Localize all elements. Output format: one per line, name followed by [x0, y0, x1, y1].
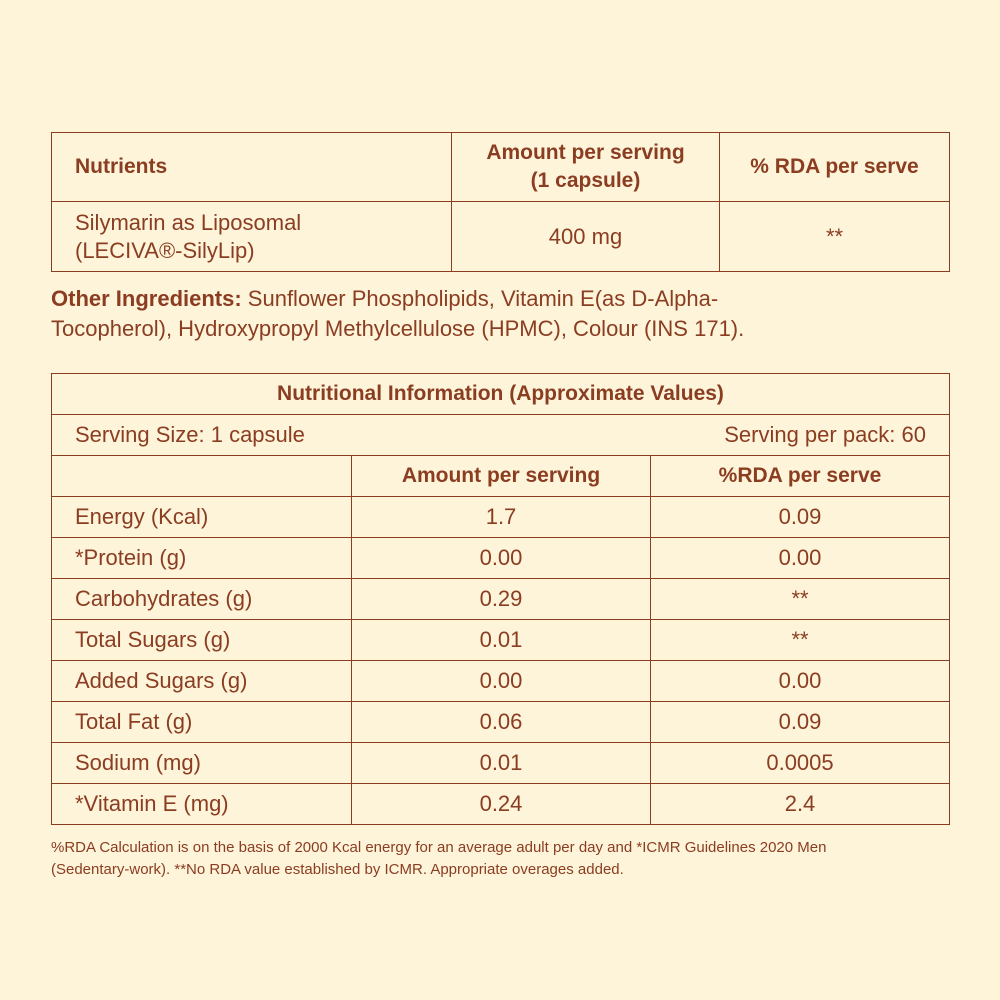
amount-per-serving-column-header: Amount per serving	[352, 456, 651, 497]
amount-value: 0.00	[352, 538, 651, 579]
amount-value: 0.29	[352, 579, 651, 620]
rda-value: **	[651, 579, 950, 620]
nutritional-information-table	[51, 373, 950, 825]
amount-value: 1.7	[352, 497, 651, 538]
nutrient-name-line2: (LECIVA®-SilyLip)	[75, 237, 255, 263]
serving-size: Serving Size: 1 capsule	[75, 422, 305, 447]
rda-value: 0.00	[651, 661, 950, 702]
nutrient-name: Total Fat (g)	[52, 702, 352, 743]
table-row	[52, 702, 950, 743]
serving-per-pack: Serving per pack: 60	[724, 422, 926, 447]
rda-per-serve-header: % RDA per serve	[720, 133, 950, 202]
nutrient-name-line1: Silymarin as Liposomal	[75, 209, 302, 235]
amount-header-line1: Amount per serving	[486, 141, 685, 164]
serving-info-cell	[52, 415, 950, 456]
nutrient-name: *Protein (g)	[52, 538, 352, 579]
nutrition-title: Nutritional Information (Approximate Values)	[52, 374, 950, 415]
nutrients-table	[51, 132, 950, 272]
table-row	[52, 620, 950, 661]
other-ingredients-text-line1: Sunflower Phospholipids, Vitamin E(as D-Alpha-	[241, 286, 719, 311]
nutrients-table-header-row	[52, 133, 950, 202]
table-row	[52, 579, 950, 620]
amount-value: 0.01	[352, 620, 651, 661]
rda-value: **	[651, 620, 950, 661]
nutrient-name: *Vitamin E (mg)	[52, 784, 352, 825]
table-row	[52, 538, 950, 579]
rda-value: 0.09	[651, 497, 950, 538]
table-row	[52, 497, 950, 538]
nutrient-name-cell	[52, 202, 452, 272]
nutrition-header-row	[52, 456, 950, 497]
amount-value: 0.06	[352, 702, 651, 743]
nutrient-name: Energy (Kcal)	[52, 497, 352, 538]
amount-header-line2: (1 capsule)	[530, 169, 641, 192]
nutrition-rows	[52, 497, 950, 825]
rda-per-serve-column-header: %RDA per serve	[651, 456, 950, 497]
other-ingredients	[51, 284, 949, 348]
rda-value: 0.0005	[651, 743, 950, 784]
empty-header-cell	[52, 456, 352, 497]
amount-value: 0.01	[352, 743, 651, 784]
table-row	[52, 661, 950, 702]
footnote-line1: %RDA Calculation is on the basis of 2000 Kcal energy for an average adult per day and *ICMR Guidelines 2020 Men	[51, 839, 827, 856]
other-ingredients-label: Other Ingredients:	[51, 286, 242, 311]
nutrient-name: Sodium (mg)	[52, 743, 352, 784]
nutrient-rda-cell: **	[720, 202, 950, 272]
nutrition-title-row	[52, 374, 950, 415]
supplement-facts-panel	[51, 132, 949, 881]
nutrients-header: Nutrients	[52, 133, 452, 202]
footnote-line2: (Sedentary-work). **No RDA value established by ICMR. Appropriate overages added.	[51, 861, 624, 878]
rda-value: 0.00	[651, 538, 950, 579]
rda-value: 0.09	[651, 702, 950, 743]
nutrient-name: Added Sugars (g)	[52, 661, 352, 702]
amount-value: 0.00	[352, 661, 651, 702]
table-row	[52, 202, 950, 272]
other-ingredients-text-line2: Tocopherol), Hydroxypropyl Methylcellulose (HPMC), Colour (INS 171).	[51, 316, 745, 341]
serving-info-row	[52, 415, 950, 456]
nutrient-name: Total Sugars (g)	[52, 620, 352, 661]
nutrient-name: Carbohydrates (g)	[52, 579, 352, 620]
table-row	[52, 743, 950, 784]
rda-value: 2.4	[651, 784, 950, 825]
nutrient-amount-cell: 400 mg	[452, 202, 720, 272]
amount-per-serving-header	[452, 133, 720, 202]
footnote	[51, 837, 949, 881]
other-ingredients-line1	[51, 284, 949, 314]
table-row	[52, 784, 950, 825]
amount-value: 0.24	[352, 784, 651, 825]
